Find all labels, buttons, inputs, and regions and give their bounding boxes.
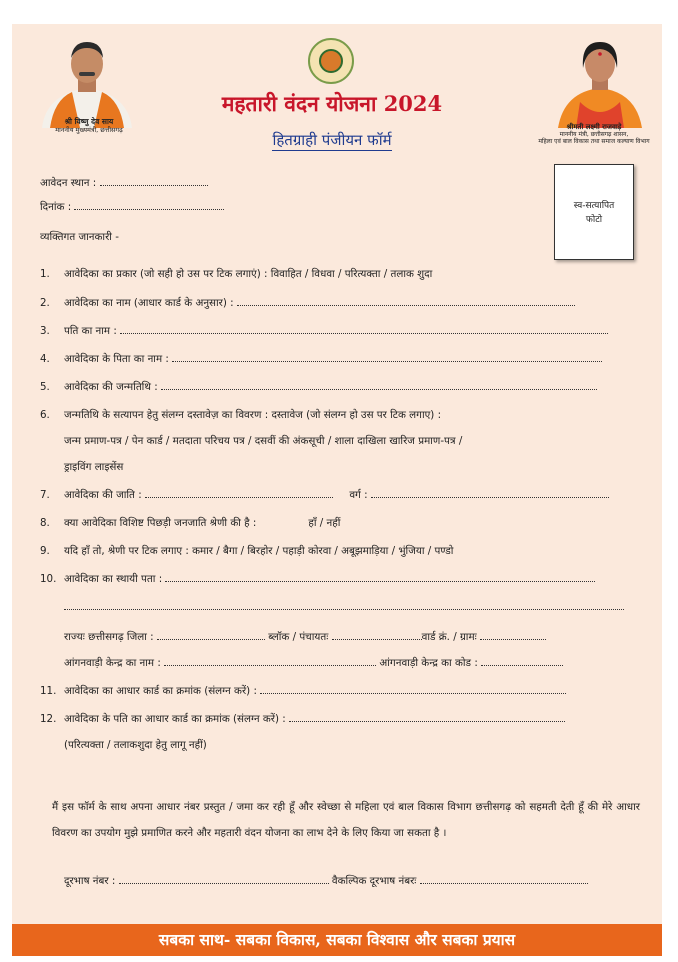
birthdate-field[interactable]: 5. आवेदिका की जन्मतिथि : [40,380,597,394]
form-subtitle: हितग्राही पंजीयन फॉर्म [272,131,392,149]
state-district-field[interactable]: राज्यः छत्तीसगढ़ जिला : ब्लॉक / पंचायतः वार्ड क्रं. / ग्रामः [64,630,546,644]
chief-minister-photo [32,32,142,128]
applicant-name-field[interactable]: 2. आवेदिका का नाम (आधार कार्ड के अनुसार) : [40,296,575,310]
state-emblem [308,38,354,84]
driving-license-option[interactable]: ड्राइविंग लाइसेंस [64,461,124,473]
declaration-text: मैं इस फॉर्म के साथ अपना आधार नंबर प्रस्तुत / जमा कर रही हूँ और स्वेच्छा से महिला एवं बाल विकास विभाग छत्तीसगढ़ को सहमती देती हूँ की मेरे आधार विवरण का उपयोग मुझे प्रमाणित करने और महतारी वंदन योजना का लाभ देने के लिए किया जा सकता है । [52,801,640,839]
pvtg-field[interactable]: 8. क्या आवेदिका विशिष्ट पिछड़ी जनजाति श्रेणी की है : हाँ / नहीं [40,517,341,529]
photo-upload-box[interactable]: स्व-सत्यापित फोटो [554,164,634,260]
place-field[interactable]: आवेदन स्थान : [40,176,208,190]
page-title: महतारी वंदन योजना 2024 [221,91,443,116]
minister-photo [550,32,650,128]
pvtg-category-field[interactable]: 9. यदि हाँ तो, श्रेणी पर टिक लगाए : कमार / बैगा / बिरहोर / पहाड़ी कोरवा / अबूझमाड़िया / भुंजिया / पण्डो [40,545,454,557]
aadhaar-number-field[interactable]: 11. आवेदिका का आधार कार्ड का क्रमांक (संलग्न करें) : [40,684,566,698]
date-field[interactable]: दिनांक : [40,200,224,214]
form-page [12,24,662,954]
anganwadi-field[interactable]: आंगनवाड़ी केन्द्र का नाम : आंगनवाड़ी केन्द्र का कोड : [64,656,563,670]
husband-name-field[interactable]: 3. पति का नाम : [40,324,608,338]
father-name-field[interactable]: 4. आवेदिका के पिता का नाम : [40,352,602,366]
caste-field[interactable]: 7. आवेदिका की जाति : वर्ग : [40,488,609,502]
minister-caption: श्रीमती लक्ष्मी राजवाड़े माननीय मंत्री, छत्तीसगढ़ शासन, महिला एवं बाल विकास तथा समाज कल्याण विभाग [538,123,650,145]
applicant-type-field[interactable]: 1. आवेदिका का प्रकार (जो सही हो उस पर टिक लगाएं) : विवाहित / विधवा / परित्यक्ता / तलाक शुदा [40,268,433,280]
chief-minister-caption: श्री विष्णु देव साय माननीय मुख्यमंत्री, छत्तीसगढ़ [55,117,123,134]
husband-aadhaar-note: (परित्यक्ता / तलाकशुदा हेतु लागू नहीं) [64,739,207,751]
address-line-2[interactable] [64,600,624,614]
birthdate-document-options[interactable]: जन्म प्रमाण-पत्र / पेन कार्ड / मतदाता परिचय पत्र / दसवीं की अंकसूची / शाला दाखिला खारिज प्रमाण-पत्र / [64,435,463,447]
footer-slogan: सबका साथ- सबका विकास, सबका विश्वास और सबका प्रयास [12,924,662,956]
husband-aadhaar-field[interactable]: 12. आवेदिका के पति का आधार कार्ड का क्रमांक (संलग्न करें) : [40,712,565,726]
birthdate-document-field[interactable]: 6. जन्मतिथि के सत्यापन हेतु संलग्न दस्तावेज़ का विवरण : दस्तावेज (जो संलग्न हो उस पर टिक लगाए) : [40,409,442,421]
permanent-address-field[interactable]: 10. आवेदिका का स्थायी पता : [40,572,595,586]
phone-field[interactable]: दूरभाष नंबर : वैकल्पिक दूरभाष नंबरः [64,874,588,888]
personal-info-heading: व्यक्तिगत जानकारी - [40,231,119,243]
